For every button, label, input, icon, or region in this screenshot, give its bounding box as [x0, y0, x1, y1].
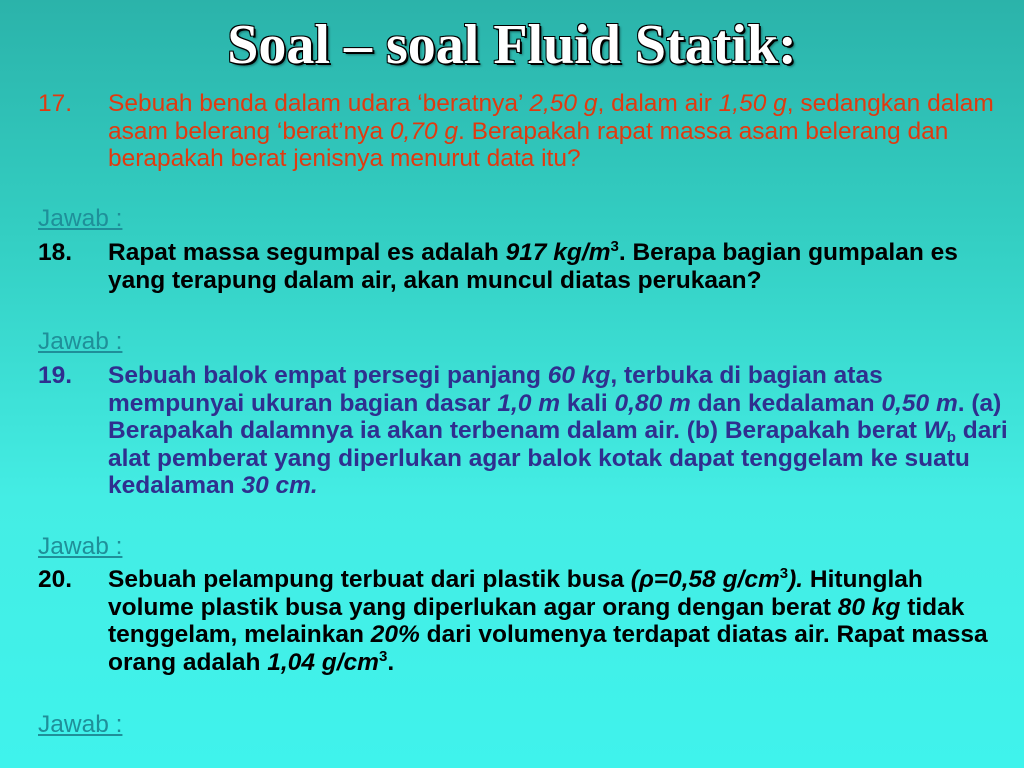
text-segment: .	[387, 648, 395, 676]
value-percent-above: 20%	[370, 621, 420, 648]
jawab-link-18[interactable]: Jawab :	[38, 328, 123, 355]
question-text	[108, 90, 1013, 173]
question-text	[108, 566, 1013, 676]
text-segment: , terbuka di bagian atas mempunyai ukuran bagian dasar	[108, 362, 883, 417]
text-segment: . (a) Berapakah dalamnya ia akan terbenam dalam air. (b) Berapakah berat	[108, 389, 1002, 444]
text-segment: Sebuah balok empat persegi panjang	[108, 362, 548, 389]
text-segment: kali	[560, 389, 615, 417]
value-target-depth: 30 cm.	[241, 472, 318, 499]
text-segment: , dalam air	[597, 90, 719, 117]
jawab-link-19[interactable]: Jawab :	[38, 533, 123, 560]
text-segment: Sebuah benda dalam udara ‘beratnya’	[108, 90, 530, 117]
value-mass: 60 kg	[547, 362, 611, 389]
superscript: 3	[378, 647, 388, 665]
value-width: 0,80 m	[614, 389, 691, 417]
value-weight-water: 1,50 g	[718, 90, 787, 117]
value-weight-acid: 0,70 g	[389, 117, 459, 145]
superscript: 3	[779, 565, 789, 582]
text-segment: Rapat massa segumpal es adalah	[108, 239, 506, 266]
question-number: 18.	[38, 239, 73, 266]
question-19	[38, 362, 1013, 500]
text-segment: . Berapakah rapat massa asam belerang dan berapakah berat jenisnya menurut data itu?	[108, 117, 949, 172]
value-person-weight: 80 kg	[837, 593, 901, 621]
text-segment: , sedangkan dalam asam belerang ‘berat’nya	[108, 90, 994, 145]
value-weight-symbol: W	[923, 417, 947, 444]
superscript: 3	[610, 238, 619, 255]
text-segment: dan kedalaman	[690, 389, 882, 417]
value-weight-air: 2,50 g	[529, 90, 598, 117]
question-18	[38, 239, 1013, 294]
value-depth: 0,50 m	[881, 389, 958, 417]
value-foam-density-end: ).	[788, 566, 804, 593]
question-17	[38, 90, 1013, 173]
question-20	[38, 566, 1013, 676]
value-foam-density: (ρ=0,58 g/cm	[630, 566, 780, 593]
slide-title: Soal – soal Fluid Statik:	[227, 14, 797, 76]
jawab-link-20[interactable]: Jawab :	[38, 711, 123, 738]
question-number: 20.	[38, 566, 73, 593]
text-segment: dari alat pemberat yang diperlukan agar balok kotak dapat tenggelam ke suatu kedalaman	[108, 417, 1008, 499]
jawab-link-17[interactable]: Jawab :	[38, 205, 123, 232]
text-segment: Hitunglah volume plastik busa yang diperlukan agar orang dengan berat	[108, 566, 923, 621]
text-segment: dari volumenya terdapat diatas air. Rapat massa orang adalah	[108, 621, 988, 676]
value-density: 917 kg/m	[505, 239, 611, 266]
question-text	[108, 239, 1013, 294]
text-segment: tidak tenggelam, melainkan	[108, 593, 965, 648]
question-number: 17.	[38, 90, 73, 117]
text-segment: . Berapa bagian gumpalan es yang terapung dalam air, akan muncul diatas perukaan?	[108, 239, 958, 294]
value-length: 1,0 m	[497, 389, 561, 417]
subscript: b	[946, 429, 956, 446]
text-segment: Sebuah pelampung terbuat dari plastik busa	[108, 566, 631, 593]
question-number: 19.	[38, 362, 73, 389]
value-person-density: 1,04 g/cm	[267, 648, 379, 676]
question-text	[108, 362, 1013, 500]
